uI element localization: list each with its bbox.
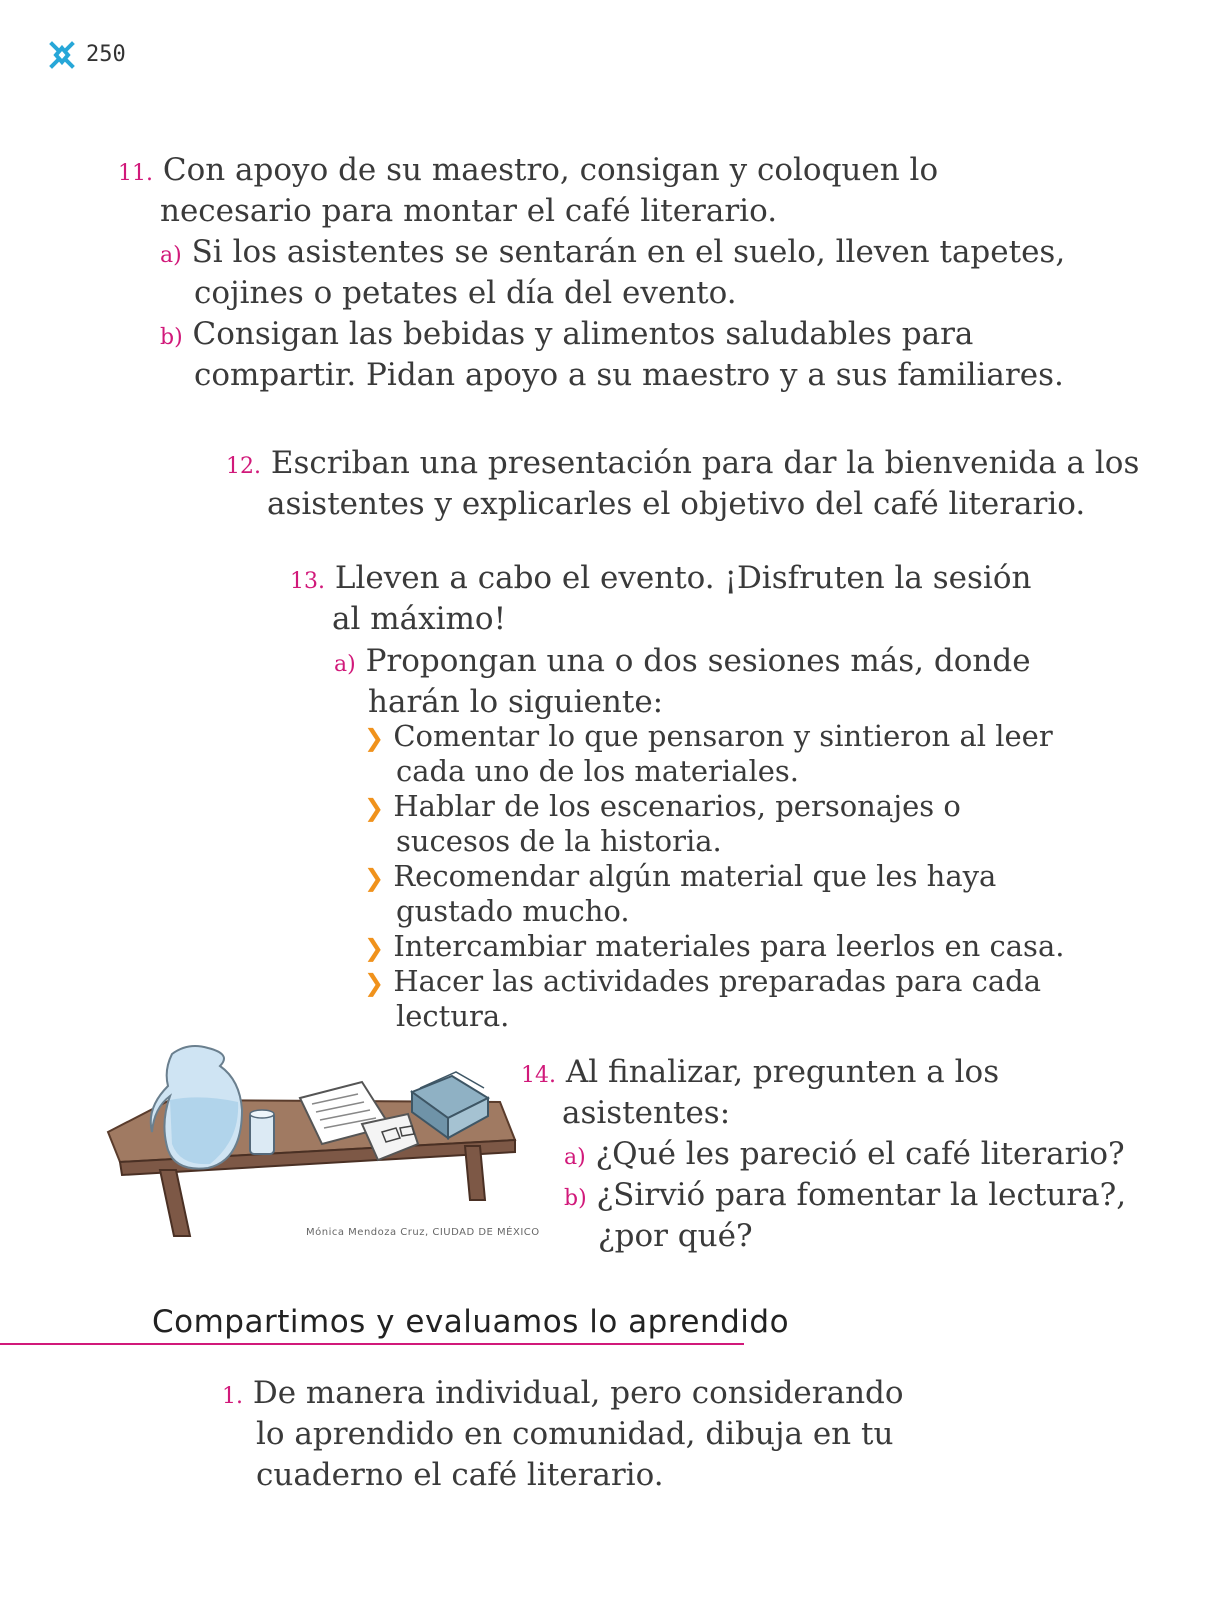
item-11-line-2: necesario para montar el café literario. (160, 193, 778, 229)
bullet-item-5-line-2: lectura. (396, 999, 510, 1033)
section-item-1-line-1: 1. De manera individual, pero considerando (222, 1375, 904, 1411)
chevron-right-icon: ❯ (364, 864, 385, 892)
item-12-line-1: 12. Escriban una presentación para dar la bienvenida a los (226, 445, 1140, 481)
item-number: 1. (222, 1384, 243, 1409)
item-11-a-line-2: cojines o petates el día del evento. (194, 275, 737, 311)
table-drawing (100, 1040, 520, 1245)
bullet-item-2: ❯ Hablar de los escenarios, personajes o (364, 789, 961, 823)
item-11-b-line-2: compartir. Pidan apoyo a su maestro y a sus familiares. (194, 357, 1064, 393)
item-11-a-line-1: a) Si los asistentes se sentarán en el suelo, lleven tapetes, (160, 234, 1066, 270)
item-number: 12. (226, 454, 261, 479)
item-14-b-line-1: b) ¿Sirvió para fomentar la lectura?, (564, 1177, 1127, 1213)
section-title: Compartimos y evaluamos lo aprendido (152, 1304, 790, 1340)
item-14-line-2: asistentes: (562, 1095, 731, 1131)
cross-star-logo-icon (48, 40, 76, 70)
bullet-item-1: ❯ Comentar lo que pensaron y sintieron al leer (364, 719, 1053, 753)
section-item-1-line-2: lo aprendido en comunidad, dibuja en tu (256, 1416, 894, 1452)
chevron-right-icon: ❯ (364, 969, 385, 997)
item-11-line-1: 11. Con apoyo de su maestro, consigan y coloquen lo (118, 152, 939, 188)
bullet-item-5: ❯ Hacer las actividades preparadas para cada (364, 964, 1042, 998)
bullet-item-3: ❯ Recomendar algún material que les haya (364, 859, 997, 893)
item-14-b-line-2: ¿por qué? (598, 1218, 753, 1254)
item-13-line-1: 13. Lleven a cabo el evento. ¡Disfruten la sesión (290, 560, 1032, 596)
bullet-item-1-line-2: cada uno de los materiales. (396, 754, 799, 788)
bullet-item-2-line-2: sucesos de la historia. (396, 824, 722, 858)
chevron-right-icon: ❯ (364, 794, 385, 822)
item-number: 11. (118, 161, 153, 186)
item-number: 14. (521, 1063, 556, 1088)
item-11-b-line-1: b) Consigan las bebidas y alimentos saludables para (160, 316, 974, 352)
chevron-right-icon: ❯ (364, 934, 385, 962)
item-letter: a) (334, 652, 356, 677)
item-letter: b) (564, 1186, 587, 1211)
item-12-line-2: asistentes y explicarles el objetivo del café literario. (267, 486, 1086, 522)
item-14-line-1: 14. Al finalizar, pregunten a los (521, 1054, 1000, 1090)
item-letter: b) (160, 325, 183, 350)
item-letter: a) (564, 1145, 586, 1170)
item-14-a-line-1: a) ¿Qué les pareció el café literario? (564, 1136, 1125, 1172)
section-item-1-line-3: cuaderno el café literario. (256, 1457, 664, 1493)
item-13-line-2: al máximo! (332, 601, 507, 637)
page-header (48, 40, 188, 76)
item-13-a-line-2: harán lo siguiente: (368, 684, 664, 720)
item-letter: a) (160, 243, 182, 268)
illustration-credit: Mónica Mendoza Cruz, CIUDAD DE MÉXICO (306, 1227, 540, 1238)
item-number: 13. (290, 569, 325, 594)
bullet-item-3-line-2: gustado mucho. (396, 894, 630, 928)
item-13-a-line-1: a) Propongan una o dos sesiones más, donde (334, 643, 1031, 679)
bullet-item-4: ❯ Intercambiar materiales para leerlos en casa. (364, 929, 1065, 963)
chevron-right-icon: ❯ (364, 724, 385, 752)
section-underline (0, 1343, 744, 1345)
page-number: 250 (86, 42, 126, 67)
